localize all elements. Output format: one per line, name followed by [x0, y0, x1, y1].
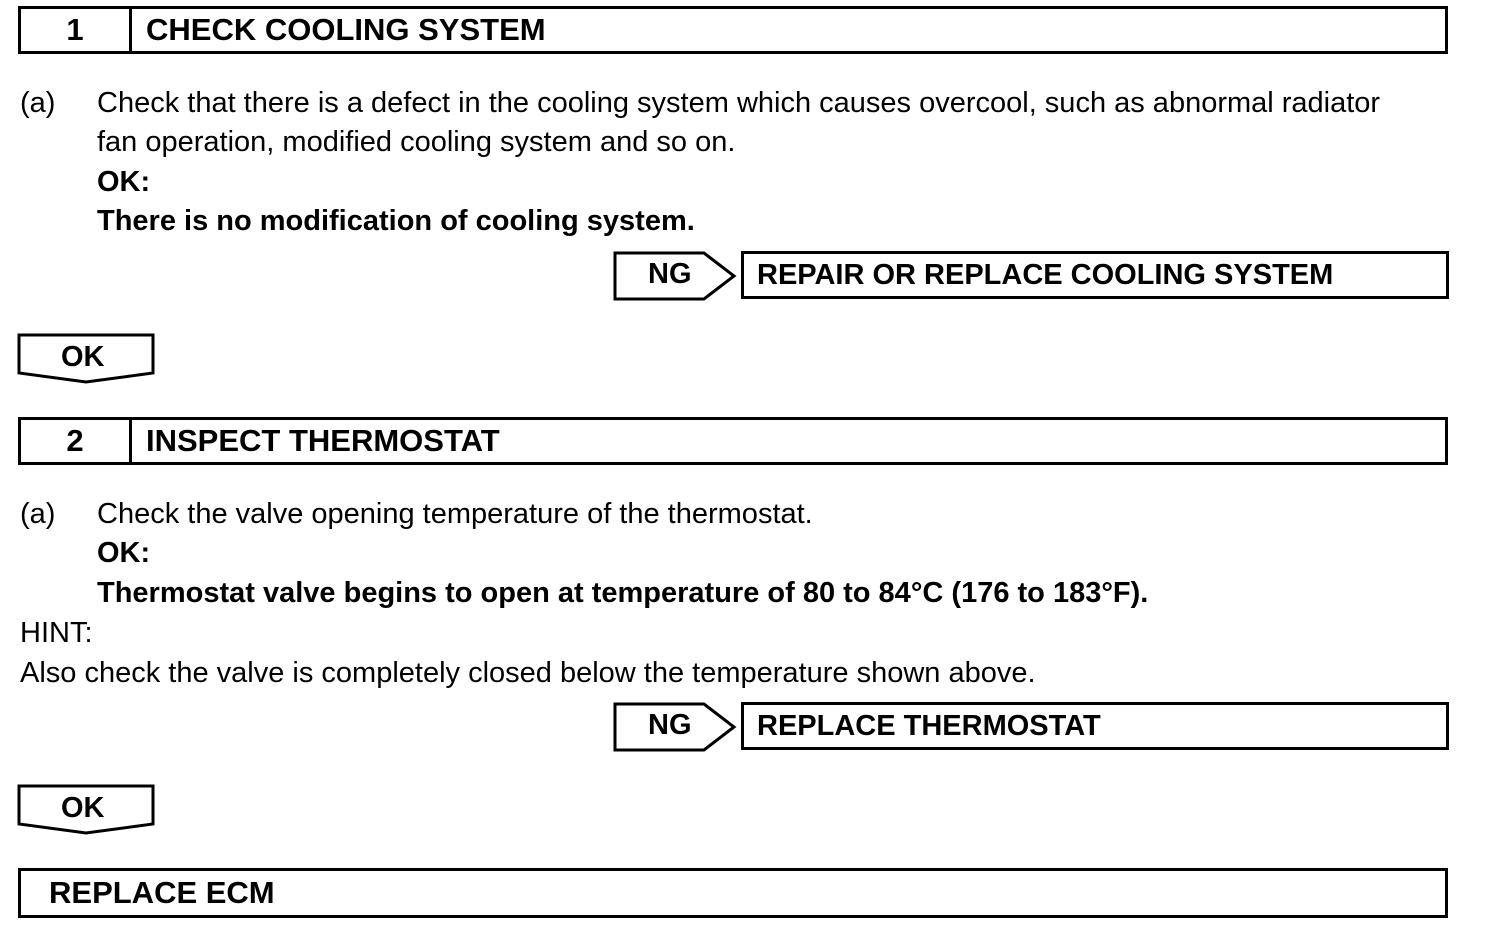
step-2-item-line1: Check the valve opening temperature of the thermostat.: [97, 498, 813, 530]
step-1-ok-label: OK: [61, 341, 105, 373]
step-1-title: CHECK COOLING SYSTEM: [146, 12, 546, 47]
final-action-box: REPLACE ECM: [18, 868, 1448, 918]
step-2-hint-heading: HINT:: [20, 617, 93, 649]
step-1-item-line1: Check that there is a defect in the cooling system which causes overcool, such as abnormal radiator: [97, 87, 1381, 119]
step-1-ng-label: NG: [648, 258, 692, 290]
step-2-number: 2: [21, 420, 132, 462]
step-1-number: 1: [21, 9, 132, 51]
step-1-header: [18, 6, 1448, 54]
step-2-item-marker: (a): [20, 498, 56, 530]
step-2-ng-label: NG: [648, 709, 692, 741]
step-1-ok-criteria: There is no modification of cooling system.: [97, 205, 695, 237]
step-1-ok-heading: OK:: [97, 166, 151, 198]
step-2-ok-criteria: Thermostat valve begins to open at temperature of 80 to 84°C (176 to 183°F).: [97, 577, 1149, 609]
step-2-title: INSPECT THERMOSTAT: [146, 423, 500, 458]
step-2-ok-label: OK: [61, 792, 105, 824]
step-2-header: [18, 417, 1448, 465]
step-2-ok-heading: OK:: [97, 537, 151, 569]
step-1-ng-action: REPAIR OR REPLACE COOLING SYSTEM: [741, 251, 1449, 299]
step-1-item-marker: (a): [20, 87, 56, 119]
step-1-item-line2: fan operation, modified cooling system and so on.: [97, 126, 736, 158]
step-2-hint-text: Also check the valve is completely closed below the temperature shown above.: [20, 657, 1036, 689]
step-2-ng-action: REPLACE THERMOSTAT: [741, 702, 1449, 750]
